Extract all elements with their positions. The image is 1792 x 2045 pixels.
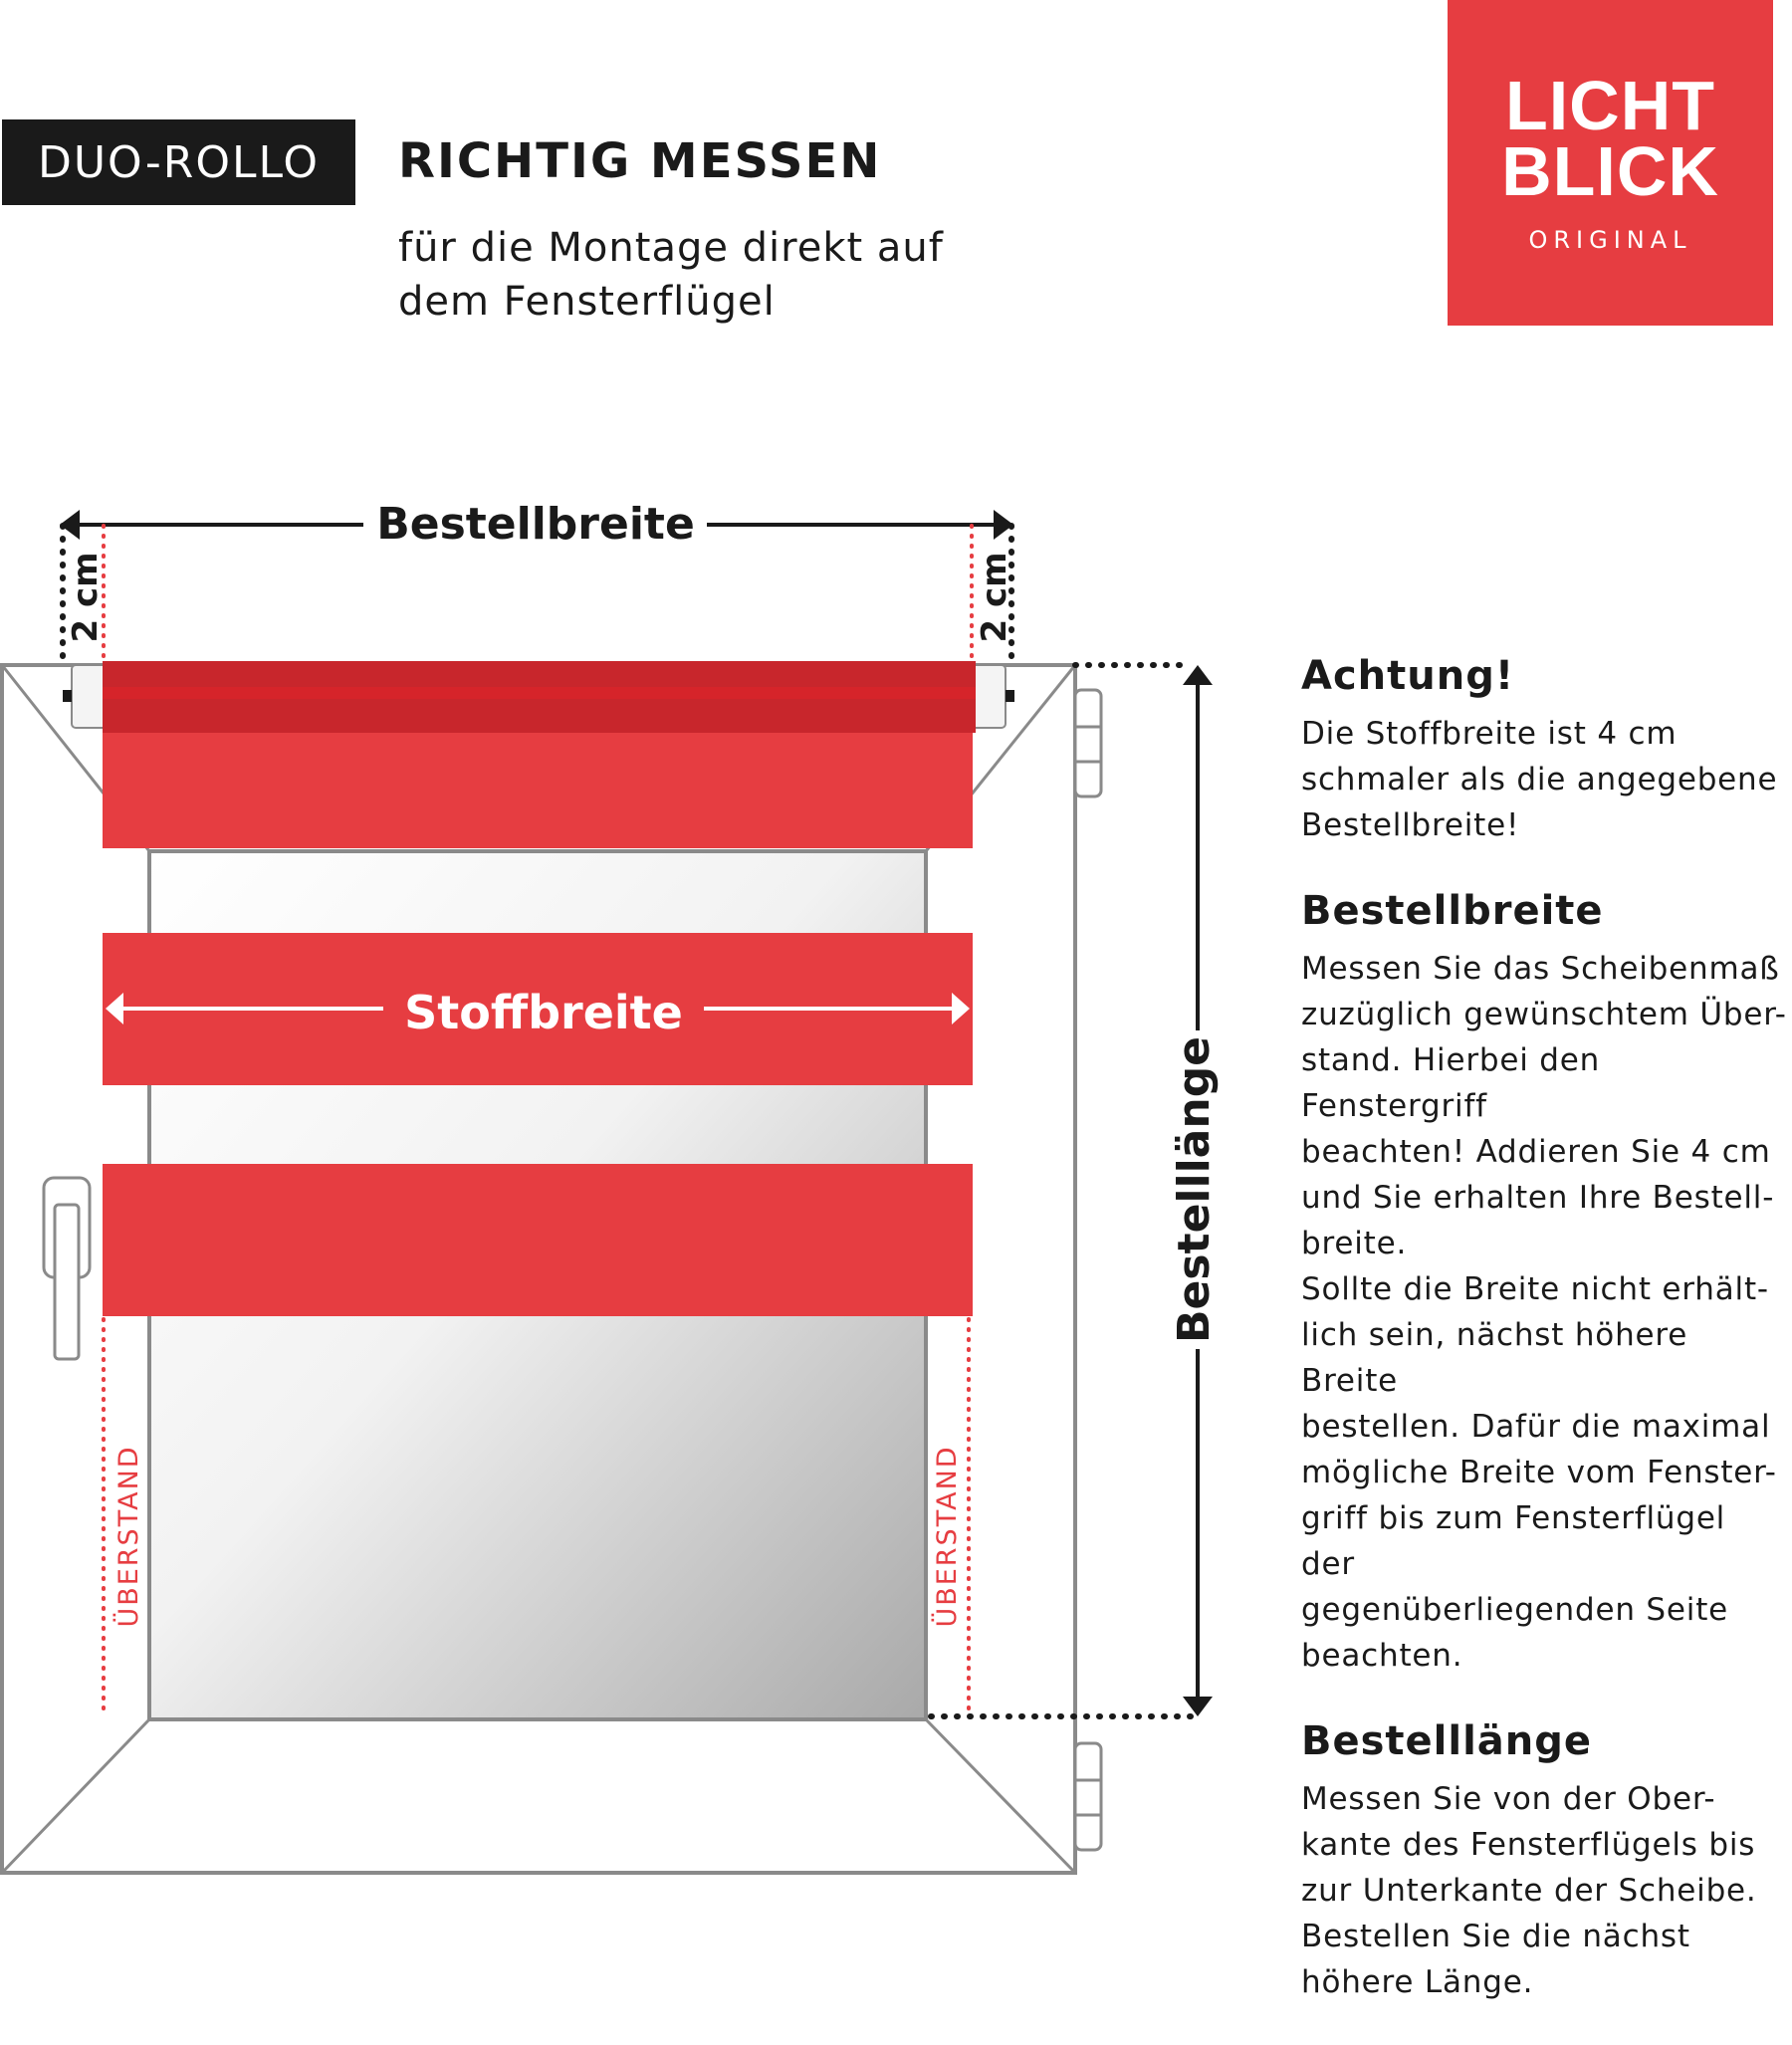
order-width-heading: Bestellbreite bbox=[1301, 888, 1604, 934]
logo-line-1: LICHT bbox=[1504, 66, 1716, 144]
order-width-section bbox=[1301, 888, 1789, 1679]
logo-tagline: ORIGINAL bbox=[1528, 225, 1692, 254]
instructions-panel bbox=[1301, 653, 1789, 2045]
order-length-arrowhead-top bbox=[1183, 665, 1213, 685]
page-subtitle: für die Montage direkt auf dem Fensterflügel bbox=[398, 225, 944, 325]
attention-section bbox=[1301, 653, 1789, 848]
order-length-text: Messen Sie von der Ober- kante des Fensterflügels bis zur Unterkante der Scheibe. Bestellen Sie die nächst höhere Länge. bbox=[1301, 1781, 1757, 2000]
fabric-roll-shine bbox=[103, 687, 976, 699]
overlap-left-label: ÜBERSTAND bbox=[113, 1445, 144, 1628]
order-width-label: Bestellbreite bbox=[376, 499, 695, 550]
order-width-text: Messen Sie das Scheibenmaß zuzüglich gewünschtem Über- stand. Hierbei den Fenstergriff beachten! Addieren Sie 4 cm und Sie erhalten Ihre Bestell- breite. Sollte die Breite nicht erhält- lich sein, nächst höhere Breite bestellen. Dafür die maximal mögliche Breite vom Fenster- griff bis zum Fensterflügel der gegenüberliegenden Seite beachten. bbox=[1301, 951, 1787, 1674]
fabric-band bbox=[103, 1164, 973, 1316]
logo-line-2: BLICK bbox=[1501, 131, 1719, 210]
order-length-arrowhead-bottom bbox=[1183, 1697, 1213, 1716]
offset-right-label: 2 cm bbox=[975, 552, 1014, 643]
window-handle-grip bbox=[55, 1205, 79, 1359]
mount-clip bbox=[63, 690, 72, 702]
attention-heading: Achtung! bbox=[1301, 653, 1515, 699]
order-length-section bbox=[1301, 1718, 1789, 2005]
fabric-width-label: Stoffbreite bbox=[404, 986, 683, 1039]
attention-text: Die Stoffbreite ist 4 cm schmaler als die angegebene Bestellbreite! bbox=[1301, 716, 1778, 843]
overlap-right-label: ÜBERSTAND bbox=[932, 1445, 963, 1628]
hinge-bottom bbox=[1075, 1743, 1101, 1850]
page-title: RICHTIG MESSEN bbox=[398, 133, 882, 189]
offset-left-label: 2 cm bbox=[66, 552, 106, 643]
fabric-band bbox=[103, 733, 973, 848]
order-length-heading: Bestelllänge bbox=[1301, 1718, 1593, 1764]
badge-label: DUO-ROLLO bbox=[37, 136, 321, 188]
order-length-label: Bestelllänge bbox=[1169, 1035, 1220, 1344]
mount-clip bbox=[1006, 690, 1014, 702]
hinge-top bbox=[1075, 690, 1101, 796]
